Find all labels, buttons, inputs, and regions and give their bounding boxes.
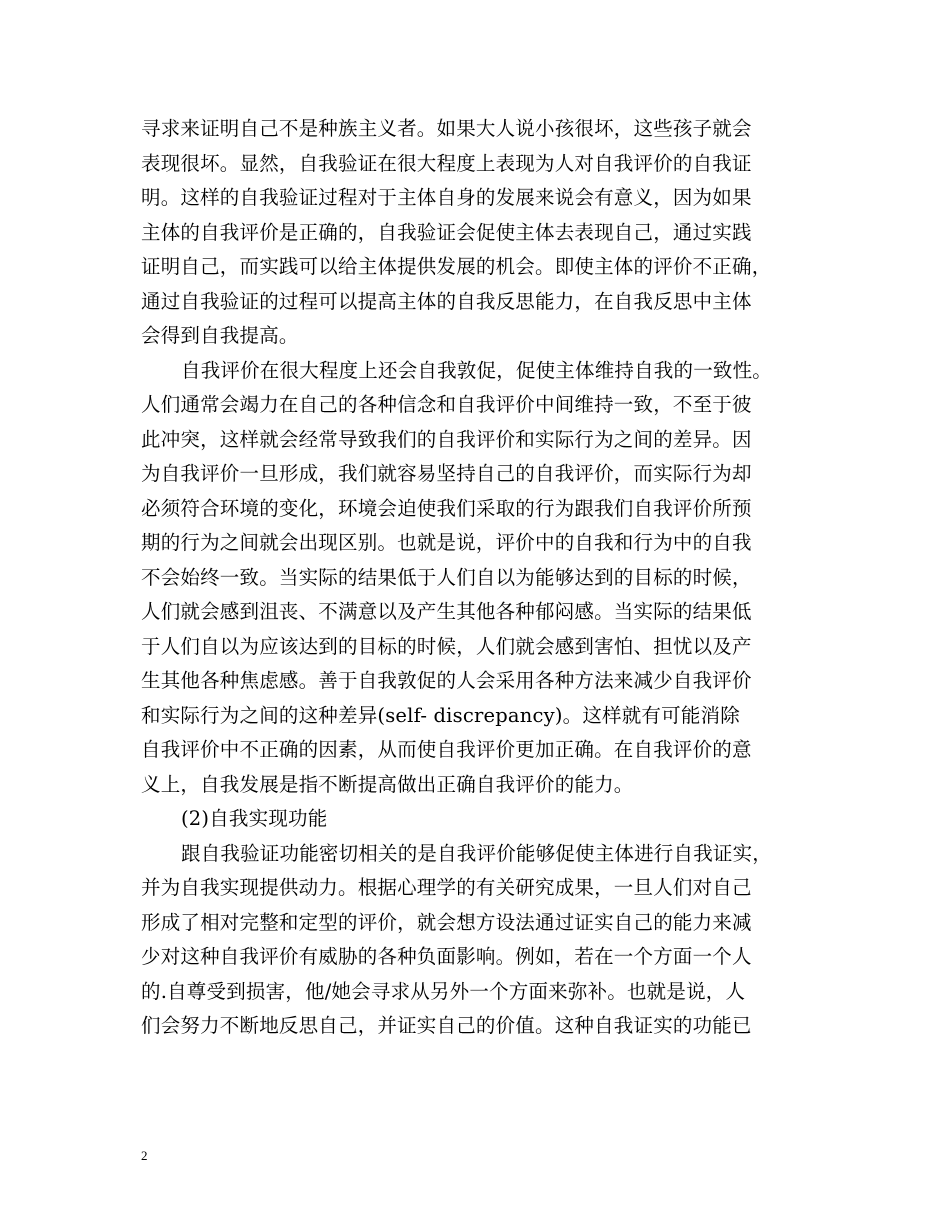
text-line: 并为自我实现提供动力。根据心理学的有关研究成果，一旦人们对自己	[141, 876, 752, 899]
text-line: 人们就会感到沮丧、不满意以及产生其他各种郁闷感。当实际的结果低	[141, 600, 752, 623]
text-line: 和实际行为之间的这种差异(self- discrepancy)。这样就有可能消除	[141, 703, 740, 727]
page-number: 2	[141, 1148, 148, 1163]
paragraph-start-line: 跟自我验证功能密切相关的是自我评价能够促使主体进行自我证实，	[181, 841, 773, 865]
text-line: 寻求来证明自己不是种族主义者。如果大人说小孩很坏，这些孩子就会	[141, 117, 752, 140]
section-heading: (2)自我实现功能	[181, 807, 328, 830]
text-line: 生其他各种焦虑感。善于自我敦促的人会采用各种方法来减少自我评价	[141, 669, 752, 692]
text-line: 形成了相对完整和定型的评价，就会想方设法通过证实自己的能力来减	[141, 910, 752, 934]
text-line: 此冲突，这样就会经常导致我们的自我评价和实际行为之间的差异。因	[141, 427, 752, 451]
paragraph-start-line: 自我评价在很大程度上还会自我敦促，促使主体维持自我的一致性。	[181, 358, 773, 382]
text-line: 通过自我验证的过程可以提高主体的自我反思能力，在自我反思中主体	[141, 289, 752, 313]
text-line: 明。这样的自我验证过程对于主体自身的发展来说会有意义，因为如果	[141, 186, 752, 209]
text-line: 义上，自我发展是指不断提高做出正确自我评价的能力。	[141, 772, 634, 796]
text-line: 期的行为之间就会出现区别。也就是说，评价中的自我和行为中的自我	[141, 531, 752, 554]
text-line: 们会努力不断地反思自己，并证实自己的价值。这种自我证实的功能已	[141, 1014, 752, 1037]
text-line: 的.自尊受到损害，他/她会寻求从另外一个方面来弥补。也就是说，人	[141, 979, 746, 1003]
text-line: 不会始终一致。当实际的结果低于人们自以为能够达到的目标的时候，	[141, 565, 752, 589]
text-line: 少对这种自我评价有威胁的各种负面影响。例如，若在一个方面一个人	[141, 945, 752, 968]
text-line: 为自我评价一旦形成，我们就容易坚持自己的自我评价，而实际行为却	[141, 462, 752, 485]
text-line: 必须符合环境的变化，环境会迫使我们采取的行为跟我们自我评价所预	[141, 496, 752, 520]
text-line: 人们通常会竭力在自己的各种信念和自我评价中间维持一致，不至于彼	[141, 393, 752, 416]
text-line: 于人们自以为应该达到的目标的时候，人们就会感到害怕、担忧以及产	[141, 634, 752, 658]
text-line: 会得到自我提高。	[141, 324, 299, 347]
text-line: 证明自己，而实践可以给主体提供发展的机会。即使主体的评价不正确，	[141, 255, 772, 278]
text-line: 主体的自我评价是正确的，自我验证会促使主体去表现自己，通过实践	[141, 220, 752, 244]
text-line: 表现很坏。显然，自我验证在很大程度上表现为人对自我评价的自我证	[141, 151, 752, 175]
body-text	[141, 112, 831, 1044]
text-line: 自我评价中不正确的因素，从而使自我评价更加正确。在自我评价的意	[141, 738, 752, 761]
